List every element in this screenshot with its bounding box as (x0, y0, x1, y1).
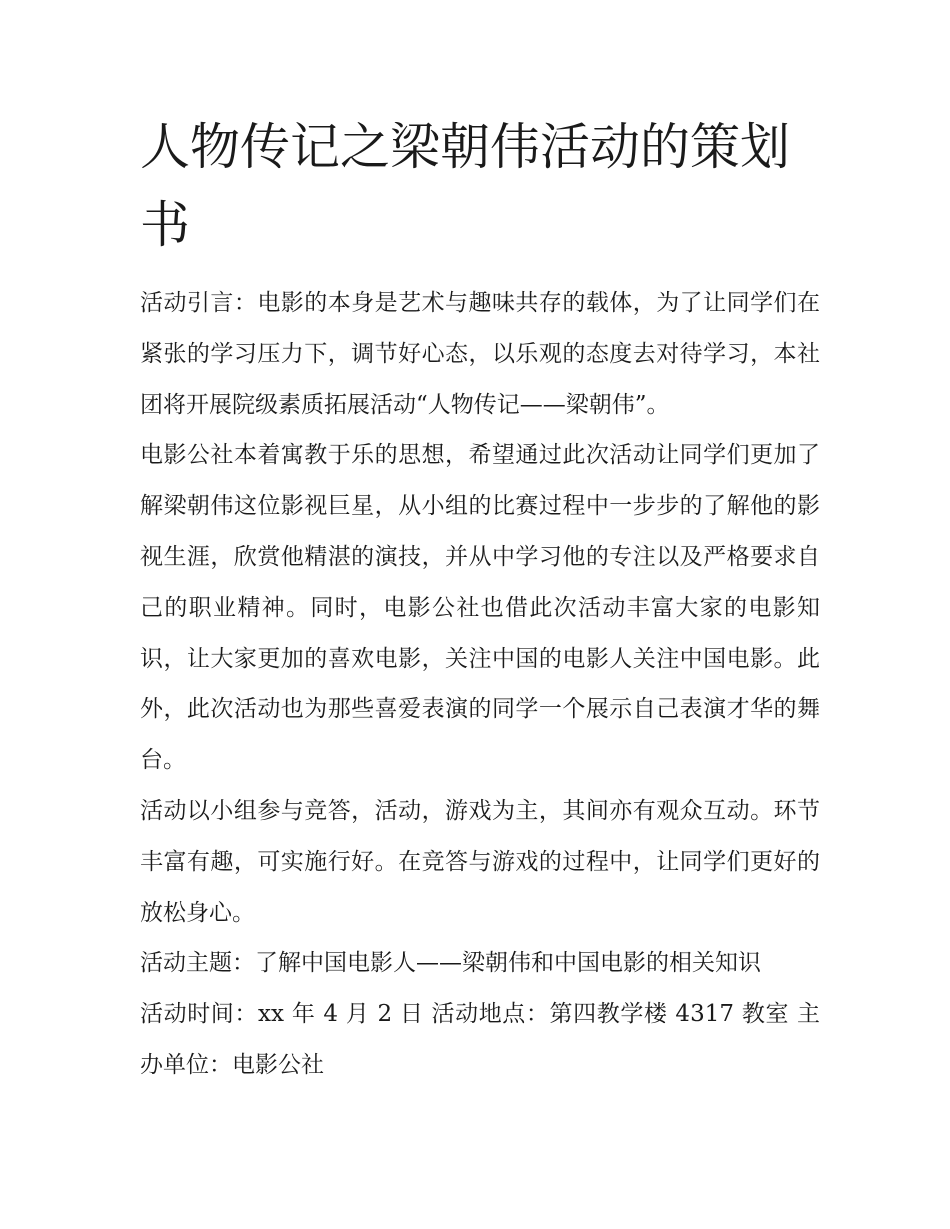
paragraph-time-location-organizer: 活动时间：xx 年 4 月 2 日 活动地点：第四教学楼 4317 教室 主办单位：电影公社 (140, 1001, 820, 1078)
paragraph-purpose: 电影公社本着寓教于乐的思想，希望通过此次活动让同学们更加了解梁朝伟这位影视巨星，从小组的比赛过程中一步步的了解他的影视生涯，欣赏他精湛的演技，并从中学习他的专注以及严格要求自己的职业精神。同时，电影公社也借此次活动丰富大家的电影知识，让大家更加的喜欢电影，关注中国的电影人关注中国电影。此外，此次活动也为那些喜爱表演的同学一个展示自己表演才华的舞台。 (140, 442, 820, 774)
paragraph-introduction: 活动引言：电影的本身是艺术与趣味共存的载体，为了让同学们在紧张的学习压力下，调节好心态，以乐观的态度去对待学习，本社团将开展院级素质拓展活动“人物传记——梁朝伟”。 (140, 290, 820, 418)
paragraph-format: 活动以小组参与竞答，活动，游戏为主，其间亦有观众互动。环节丰富有趣，可实施行好。在竞答与游戏的过程中，让同学们更好的放松身心。 (140, 797, 820, 926)
document-title: 人物传记之梁朝伟活动的策划书 (140, 118, 790, 254)
paragraph-theme: 活动主题：了解中国电影人——梁朝伟和中国电影的相关知识 (140, 950, 761, 977)
document-body (140, 108, 820, 1091)
